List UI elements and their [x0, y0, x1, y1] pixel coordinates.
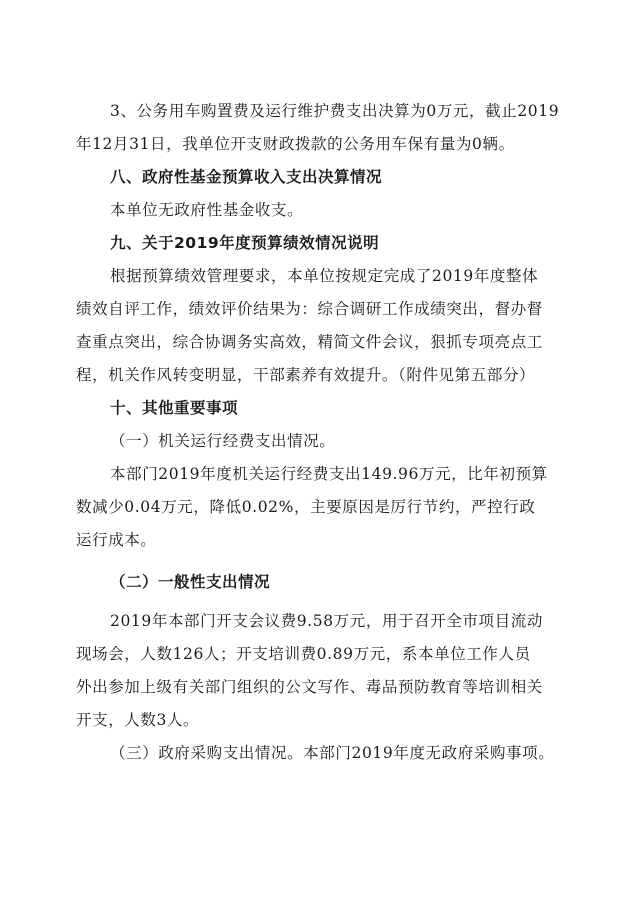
paragraph-vehicle-expense-line-1: 3、公务用车购置费及运行维护费支出决算为0万元，截止2019 — [110, 102, 560, 120]
section-heading-8: 八、政府性基金预算收入支出决算情况 — [110, 168, 383, 186]
paragraph-general-expense-line-3: 外出参加上级有关部门组织的公文写作、毒品预防教育等培训相关 — [76, 678, 543, 696]
subsection-heading-1: （一）机关运行经费支出情况。 — [110, 432, 336, 450]
section-heading-10: 十、其他重要事项 — [110, 399, 239, 417]
paragraph-performance-line-4: 程，机关作风转变明显，干部素养有效提升。（附件见第五部分） — [76, 366, 536, 384]
paragraph-operating-expense-line-1: 本部门2019年度机关运行经费支出149.96万元，比年初预算 — [110, 465, 548, 483]
subsection-heading-2: （二）一般性支出情况 — [110, 573, 271, 591]
paragraph-performance-line-2: 绩效自评工作，绩效评价结果为：综合调研工作成绩突出，督办督 — [76, 300, 543, 318]
paragraph-procurement: （三）政府采购支出情况。本部门2019年度无政府采购事项。 — [110, 744, 555, 762]
paragraph-general-expense-line-2: 现场会，人数126人；开支培训费0.89万元，系本单位工作人员 — [76, 645, 531, 663]
paragraph-fund-budget: 本单位无政府性基金收支。 — [110, 201, 304, 219]
paragraph-operating-expense-line-2: 数减少0.04万元，降低0.02%，主要原因是厉行节约，严控行政 — [76, 498, 536, 516]
paragraph-performance-line-1: 根据预算绩效管理要求，本单位按规定完成了2019年度整体 — [110, 267, 539, 285]
paragraph-operating-expense-line-3: 运行成本。 — [76, 531, 157, 549]
paragraph-general-expense-line-1: 2019年本部门开支会议费9.58万元，用于召开全市项目流动 — [110, 612, 543, 630]
paragraph-general-expense-line-4: 开支，人数3人。 — [76, 711, 200, 729]
paragraph-vehicle-expense-line-2: 年12月31日，我单位开支财政拨款的公务用车保有量为0辆。 — [76, 135, 515, 153]
section-heading-9: 九、关于2019年度预算绩效情况说明 — [110, 234, 380, 252]
paragraph-performance-line-3: 查重点突出，综合协调务实高效，精简文件会议，狠抓专项亮点工 — [76, 333, 543, 351]
